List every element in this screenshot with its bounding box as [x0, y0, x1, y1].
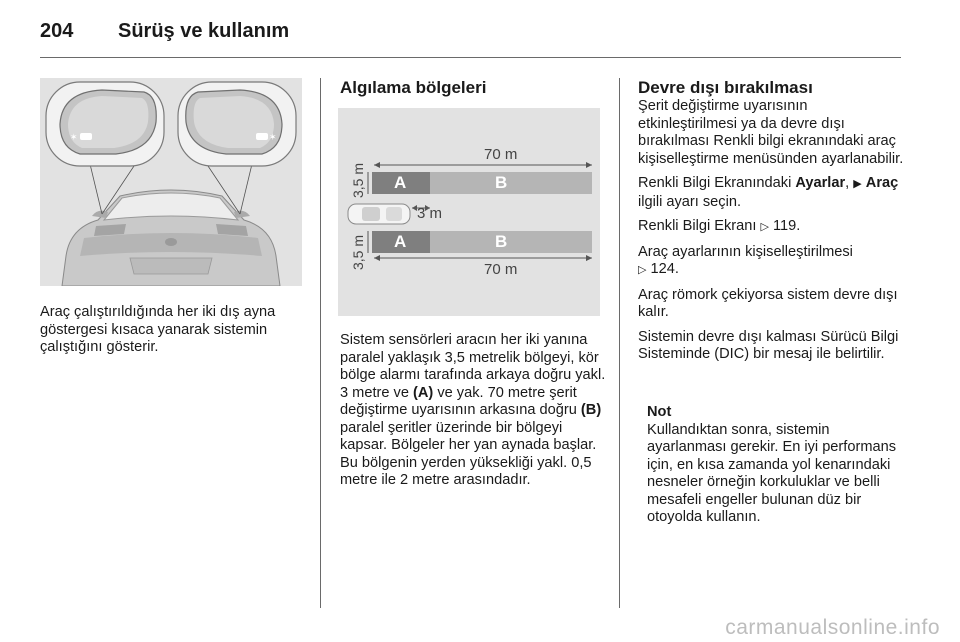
detection-zones-body: Sistem sensörleri aracın her iki yanına paralel yaklaşık 3,5 metrelik bölgeyi, kör bölge alarmı tarafında arkaya doğru yakl. 3 metre ve (A) ve yak. 70 metre şerit değiştirme uyarısının arkasına doğru (B) paralel şeritler üzerinde bir bölgeyi kapsar. Bölgeler her yan aynada başlar. Bu bölgenin yerden yüksekliği yakl. 0,5 metre ile 2 metre arasındadır. — [340, 332, 606, 488]
page-header — [40, 14, 289, 48]
zone-a-label-bottom: A — [394, 232, 407, 251]
detection-zones-heading: Algılama bölgeleri — [340, 78, 487, 97]
section-title: Sürüş ve kullanım — [118, 19, 290, 42]
arrow-right-icon: ▶ — [853, 178, 862, 190]
zone-b-label-top: B — [495, 173, 508, 192]
paragraph-3: Renkli Bilgi Ekranı ▷ 119. — [638, 218, 904, 237]
zone-b-label-bottom: B — [495, 232, 508, 251]
zone-a-label-top: A — [394, 173, 407, 192]
page-number: 204 — [40, 19, 74, 42]
zone-a-ref: (A) — [413, 384, 434, 401]
rear-distance-label: 3 m — [417, 205, 443, 222]
zone-b-bottom — [430, 231, 592, 253]
paragraph-4: Araç ayarlarının kişiselleştirilmesi ▷ 124. — [638, 244, 904, 280]
note-body: Kullandıktan sonra, sistemin ayarlanması gerekir. En iyi performans için, en kısa zamanda yol kenarındaki nesneler örneğin korkuluklar ve belli mesafeli engeller bulunan düz bir otoyolda kullanın. — [647, 421, 897, 525]
deactivation-heading: Devre dışı bırakılması — [638, 78, 813, 97]
paragraph-1: Şerit değiştirme uyarısının etkinleştirilmesi ya da devre dışı bırakılması Renkli bilgi ekranındaki araç kişiselleştirme menüsünden ayarlanabilir. — [638, 98, 904, 167]
note-title: Not — [647, 404, 672, 420]
deactivation-section — [638, 78, 904, 371]
svg-text:✶: ✶ — [269, 133, 277, 143]
page-ref-icon: ▷ — [638, 264, 647, 276]
lane-width-label-top: 3,5 m — [350, 162, 366, 198]
zone-b-top — [430, 172, 592, 194]
zone-b-ref: (B) — [580, 402, 602, 418]
distance-label-top: 70 m — [484, 146, 518, 163]
lane-width-label-bottom: 3,5 m — [350, 234, 366, 270]
paragraph-5: Araç römork çekiyorsa sistem devre dışı kalır. — [638, 286, 898, 320]
svg-text:✶: ✶ — [70, 133, 78, 143]
detection-zones-diagram — [338, 108, 600, 316]
mirror-caption: Araç çalıştırıldığında her iki dış ayna göstergesi kısaca yanarak sistemin çalıştığını gösterir. — [40, 304, 276, 355]
page-ref-icon: ▷ — [760, 221, 769, 233]
header-rule — [40, 57, 901, 58]
mirror-illustration — [40, 78, 302, 286]
column-divider-1 — [320, 78, 321, 608]
watermark: carmanualsonline.info — [725, 616, 940, 639]
column-divider-2 — [619, 78, 620, 608]
note-box — [647, 404, 907, 527]
distance-label-bottom: 70 m — [484, 261, 518, 278]
paragraph-2: Renkli Bilgi Ekranındaki Ayarlar, ▶ Araç ilgili ayarı seçin. — [638, 175, 899, 210]
paragraph-6: Sistemin devre dışı kalması Sürücü Bilgi Sisteminde (DIC) bir mesaj ile belirtilir. — [638, 328, 899, 362]
